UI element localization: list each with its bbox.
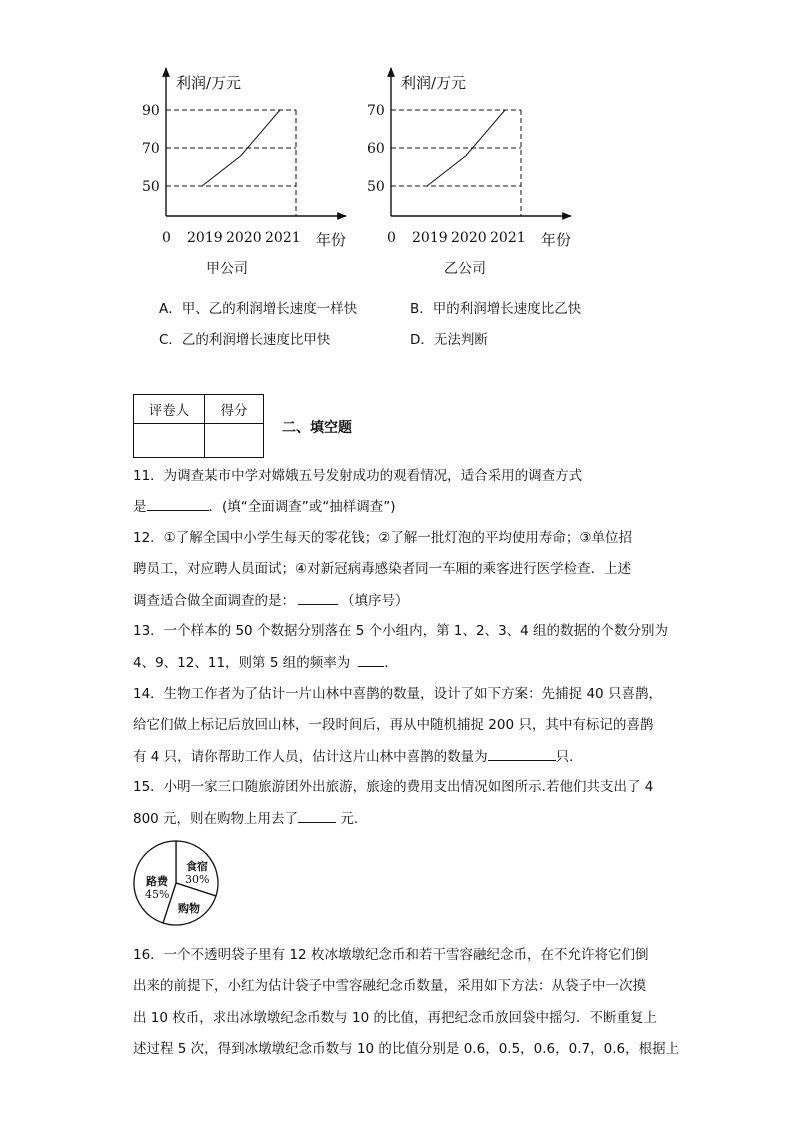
x-tick-label: 2020 — [451, 230, 487, 246]
q16-line2: 出来的前提下，小红为估计袋子中雪容融纪念币数量，采用如下方法：从袋子中一次摸 — [133, 978, 646, 994]
option-b[interactable]: B．甲的利润增长速度比乙快 — [410, 301, 582, 317]
score-table — [133, 394, 264, 458]
q16-line3: 出 10 枚币，求出冰墩墩纪念币数与 10 的比值，再把纪念币放回袋中摇匀．不断重复上 — [133, 1010, 658, 1026]
origin-label: 0 — [387, 230, 396, 246]
q13-line2 — [133, 652, 398, 673]
q11-line1: 11．为调查某市中学对嫦娥五号发射成功的观看情况，适合采用的调查方式 — [133, 468, 583, 484]
q12-text-b: （填序号） — [341, 593, 409, 609]
q13-answer-blank[interactable] — [358, 652, 384, 667]
x-tick-label: 2021 — [265, 230, 301, 246]
y-tick-label: 60 — [367, 141, 385, 157]
option-d[interactable]: D．无法判断 — [410, 332, 488, 348]
section-title: 二、填空题 — [282, 420, 352, 436]
q11-text-a: 是 — [133, 499, 147, 515]
line-chart-jia — [130, 60, 360, 255]
q11-answer-blank[interactable] — [147, 496, 209, 511]
q15-line2 — [133, 808, 358, 829]
q13-text-b: ． — [384, 655, 398, 671]
expense-pie-chart — [128, 838, 224, 928]
chart-caption-yi: 乙公司 — [444, 261, 486, 277]
x-axis-label: 年份 — [541, 231, 572, 249]
q12-text-a: 调查适合做全面调查的是： — [133, 593, 295, 609]
pie-label-travel: 路费 — [146, 875, 168, 888]
x-tick-label: 2019 — [187, 230, 223, 246]
pie-value-travel: 45% — [145, 888, 170, 901]
q14-text-b: 只． — [555, 749, 583, 765]
q14-answer-blank[interactable] — [488, 746, 556, 761]
x-tick-label: 2020 — [226, 230, 262, 246]
y-tick-label: 70 — [367, 103, 385, 119]
q16-line1: 16．一个不透明袋子里有 12 枚冰墩墩纪念币和若干雪容融纪念币，在不允许将它们倒 — [133, 947, 649, 963]
q15-line1: 15．小明一家三口随旅游团外出旅游，旅途的费用支出情况如图所示.若他们共支出了 4 — [133, 779, 654, 795]
q12-answer-blank[interactable] — [298, 590, 338, 605]
q15-answer-blank[interactable] — [298, 808, 336, 823]
score-header: 得分 — [205, 395, 264, 424]
q15-text-a: 800 元，则在购物上用去了 — [133, 811, 299, 827]
pie-value-food: 30% — [185, 873, 210, 886]
pie-label-shopping: 购物 — [178, 902, 200, 915]
x-tick-label: 2019 — [412, 230, 448, 246]
y-tick-label: 90 — [142, 103, 160, 119]
grader-cell[interactable] — [134, 424, 205, 458]
y-tick-label: 50 — [367, 179, 385, 195]
q11-line2 — [133, 496, 396, 517]
chart-caption-jia: 甲公司 — [206, 261, 248, 277]
q12-line2: 聘员工，对应聘人员面试；④对新冠病毒感染者同一车厢的乘客进行医学检查．上述 — [133, 561, 632, 577]
x-axis-label: 年份 — [316, 231, 347, 249]
y-tick-label: 50 — [142, 179, 160, 195]
grader-header: 评卷人 — [134, 395, 205, 424]
q14-line3 — [133, 746, 583, 767]
option-a[interactable]: A．甲、乙的利润增长速度一样快 — [159, 301, 358, 317]
y-tick-label: 70 — [142, 141, 160, 157]
line-chart-yi — [355, 60, 595, 255]
q12-line3 — [133, 590, 409, 611]
score-cell[interactable] — [205, 424, 264, 458]
q12-line1: 12．①了解全国中小学生每天的零花钱；②了解一批灯泡的平均使用寿命；③单位招 — [133, 530, 632, 546]
y-axis-label: 利润/万元 — [176, 74, 242, 92]
origin-label: 0 — [162, 230, 171, 246]
q13-text-a: 4、9、12、11，则第 5 组的频率为 — [133, 655, 351, 671]
q13-line1: 13．一个样本的 50 个数据分别落在 5 个小组内，第 1、2、3、4 组的数据的个数分别为 — [133, 623, 669, 639]
q15-text-b: 元. — [336, 811, 359, 827]
q14-line1: 14．生物工作者为了估计一片山林中喜鹊的数量，设计了如下方案：先捕捉 40 只喜鹊， — [133, 686, 662, 702]
x-tick-label: 2021 — [490, 230, 526, 246]
y-axis-label: 利润/万元 — [401, 74, 467, 92]
option-c[interactable]: C．乙的利润增长速度比甲快 — [159, 332, 331, 348]
q11-text-b: ．(填“全面调查”或“抽样调查”) — [208, 499, 396, 515]
pie-label-food: 食宿 — [186, 860, 208, 873]
q14-text-a: 有 4 只，请你帮助工作人员，估计这片山林中喜鹊的数量为 — [133, 749, 488, 765]
q16-line4: 述过程 5 次，得到冰墩墩纪念币数与 10 的比值分别是 0.6，0.5，0.6，0.7，0.6，根据上 — [133, 1041, 680, 1057]
q14-line2: 给它们做上标记后放回山林，一段时间后，再从中随机捕捉 200 只，其中有标记的喜鹊 — [133, 717, 654, 733]
